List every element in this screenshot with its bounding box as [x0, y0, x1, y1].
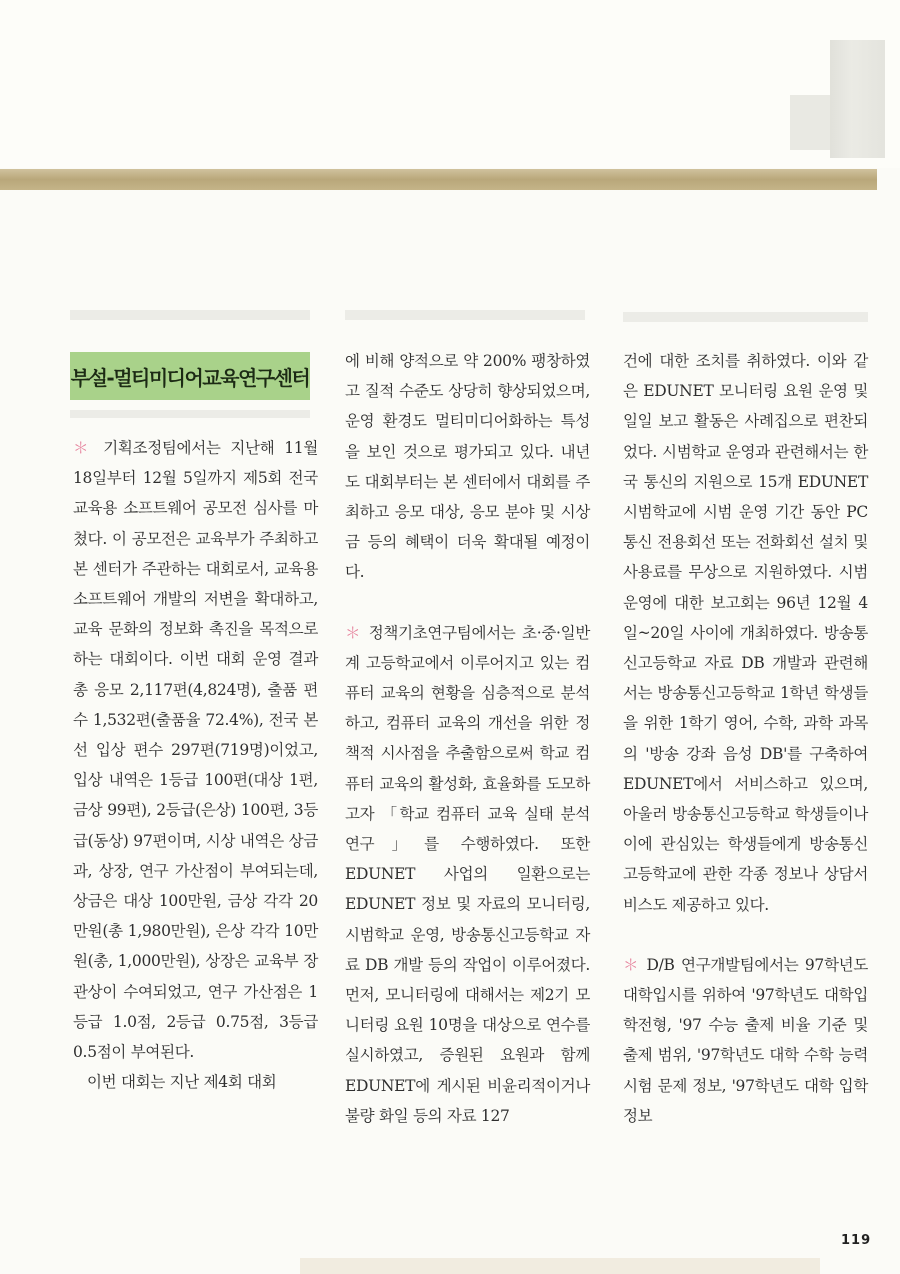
paragraph: [345, 618, 590, 1131]
text-column-3: [623, 346, 868, 1131]
page-number: 119: [841, 1233, 872, 1248]
bleed-through-text: [70, 410, 310, 418]
paragraph-text: 건에 대한 조치를 취하였다. 이와 같은 EDUNET 모니터링 요원 운영 및 일일 보고 활동은 사례집으로 편찬되었다. 시범학교 운영과 관련해서는 한국 통신의 지원으로 15개 EDUNET 시범학교에 시범 운영 기간 동안 PC 통신 전용회선 또는 전화회선 설치 및 사용료를 무상으로 지원하였다. 시범 운영에 대한 보고회는 96년 12월 4일~20일 사이에 개최하였다. 방송통신고등학교 자료 DB 개발과 관련해서는 방송통신고등학교 1학년 학생들을 위한 1학기 영어, 수학, 과학 과목의 '방송 강좌 음성 DB'를 구축하여 EDUNET에서 서비스하고 있으며, 아울러 방송통신고등학교 학생들이나 이에 관심있는 학생들에게 방송통신고등학교에 관한 각종 정보나 상담서비스도 제공하고 있다.: [623, 352, 868, 914]
text-column-2: [345, 346, 590, 1131]
paragraph-gap: [345, 588, 590, 618]
asterisk-bullet-icon: ＊: [73, 439, 94, 457]
paragraph: [623, 346, 868, 920]
paragraph: [345, 346, 590, 588]
asterisk-bullet-icon: ＊: [345, 623, 363, 642]
paragraph-text: 에 비해 양적으로 약 200% 팽창하였고 질적 수준도 상당히 향상되었으며, 운영 환경도 멀티미디어화하는 특성을 보인 것으로 평가되고 있다. 내년도 대회부터는 본 센터에서 대회를 주최하고 응모 대상, 응모 분야 및 시상금 등의 혜택이 더욱 확대될 예정이다.: [345, 352, 590, 582]
section-heading-box: [70, 352, 310, 400]
bottom-edge-tab: [300, 1258, 820, 1274]
bleed-through-graphic-secondary: [790, 95, 830, 150]
paragraph-text: 정책기초연구팀에서는 초·중·일반계 고등학교에서 이루어지고 있는 컴퓨터 교육의 현황을 심층적으로 분석하고, 컴퓨터 교육의 개선을 위한 정책적 시사점을 추출함으로써 학교 컴퓨터 교육의 활성화, 효율화를 도모하고자 「학교 컴퓨터 교육 실태 분석 연구」를 수행하였다. 또한 EDUNET 사업의 일환으로는 EDUNET 정보 및 자료의 모니터링, 시범학교 운영, 방송통신고등학교 자료 DB 개발 등의 작업이 이루어졌다. 먼저, 모니터링에 대해서는 제2기 모니터링 요원 10명을 대상으로 연수를 실시하였고, 증원된 요원과 함께 EDUNET에 게시된 비윤리적이거나 불량 화일 등의 자료 127: [345, 623, 590, 1125]
paragraph: [73, 433, 318, 1067]
bleed-through-text: [623, 312, 868, 322]
bleed-through-text: [345, 310, 585, 320]
text-column-1: [73, 433, 318, 1097]
paragraph-text: 기획조정팀에서는 지난해 11월 18일부터 12월 5일까지 제5회 전국 교육용 소프트웨어 공모전 심사를 마쳤다. 이 공모전은 교육부가 주최하고 본 센터가 주관하는 대회로서, 교육용 소프트웨어 개발의 저변을 확대하고, 교육 문화의 정보화 촉진을 목적으로하는 대회이다. 이번 대회 운영 결과 총 응모 2,117편(4,824명), 출품 편수 1,532편(출품율 72.4%), 전국 본선 입상 편수 297편(719명)이었고, 입상 내역은 1등급 100편(대상 1편, 금상 99편), 2등급(은상) 100편, 3등급(동상) 97편이며, 시상 내역은 상금과, 상장, 연구 가산점이 부여되는데, 상금은 대상 100만원, 금상 각각 20만원(총 1,980만원), 은상 각각 10만원(총, 1,000만원), 상장은 교육부 장관상이 수여되었고, 연구 가산점은 1등급 1.0점, 2등급 0.75점, 3등급 0.5점이 부여된다.: [73, 439, 318, 1062]
header-stripe: [0, 169, 877, 190]
section-title: 부설-멀티미디어교육연구센터: [70, 365, 310, 390]
paragraph-text: 이번 대회는 지난 제4회 대회: [87, 1073, 277, 1092]
paragraph-gap: [623, 920, 868, 950]
paragraph: [73, 1067, 318, 1097]
paragraph: [623, 950, 868, 1131]
bleed-through-graphic: [830, 40, 885, 158]
paragraph-text: D/B 연구개발팀에서는 97학년도 대학입시를 위하여 '97학년도 대학입학전형, '97 수능 출제 비율 기준 및 출제 범위, '97학년도 대학 수학 능력 시험 문제 정보, '97학년도 대학 입학 정보: [623, 955, 868, 1125]
bleed-through-text: [70, 310, 310, 320]
asterisk-bullet-icon: ＊: [623, 955, 641, 974]
header-blank-area: [0, 0, 900, 168]
